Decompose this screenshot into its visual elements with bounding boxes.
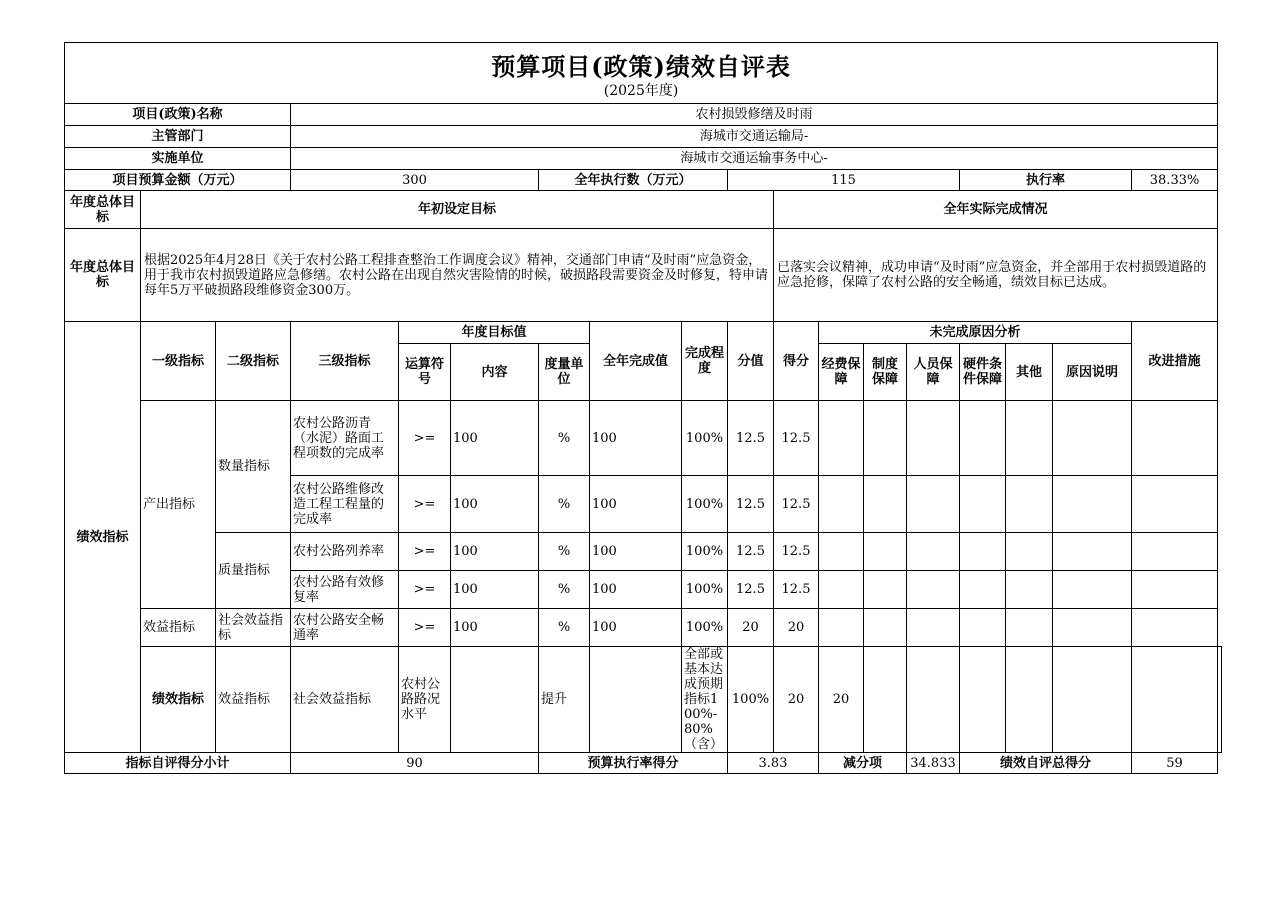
summary-row: [65, 753, 1222, 774]
empty-cell: [1053, 476, 1132, 533]
empty-cell: [1006, 609, 1053, 647]
indicator-unit: %: [539, 401, 590, 476]
indicator-actual: 100: [590, 571, 682, 609]
empty-cell: [960, 609, 1006, 647]
deduction-value: 34.833: [907, 753, 960, 774]
indicator-name: 农村公路安全畅通率: [291, 609, 399, 647]
indicator-actual: 100: [590, 533, 682, 571]
personnel-header: 人员保障: [907, 344, 960, 401]
indicator-score: 12.5: [774, 533, 819, 571]
level1-output: 产出指标: [141, 401, 216, 609]
indicator-completion: 100%: [682, 476, 728, 533]
empty-cell: [1132, 647, 1218, 753]
performance-evaluation-table: [64, 42, 1222, 774]
reason-header: 原因说明: [1053, 344, 1132, 401]
score-header: 得分: [774, 322, 819, 401]
level2-social: 社会效益指标: [216, 609, 291, 647]
empty-cell: [864, 533, 907, 571]
level3-header: 三级指标: [291, 322, 399, 401]
implementing-unit-value: 海城市交通运输事务中心-: [291, 148, 1218, 170]
indicator-unit: [590, 647, 682, 753]
table-row: [65, 533, 1222, 571]
indicator-score: 20: [774, 609, 819, 647]
indicator-operator: >=: [399, 533, 451, 571]
indicator-content: 100: [451, 571, 539, 609]
empty-cell: [1053, 401, 1132, 476]
indicator-score-value: 12.5: [728, 533, 774, 571]
department-label: 主管部门: [65, 126, 291, 148]
execution-rate-label: 执行率: [960, 170, 1132, 191]
indicator-actual: 100: [590, 609, 682, 647]
empty-cell: [907, 647, 960, 753]
annual-goal-label: 年度总体目标: [65, 229, 141, 322]
empty-cell: [907, 571, 960, 609]
empty-cell: [819, 401, 864, 476]
project-name-value: 农村损毁修缮及时雨: [291, 104, 1218, 126]
budget-amount-value: 300: [291, 170, 539, 191]
level2-header: 二级指标: [216, 322, 291, 401]
indicator-completion: 100%: [682, 401, 728, 476]
budget-amount-label: 项目预算金额（万元）: [65, 170, 291, 191]
actual-value-header: 全年完成值: [590, 322, 682, 401]
empty-cell: [960, 476, 1006, 533]
indicator-completion: 100%: [682, 533, 728, 571]
subtotal-value: 90: [291, 753, 539, 774]
indicator-actual: 全部或基本达成预期指标100%-80%（含）: [682, 647, 728, 753]
annual-execution-label: 全年执行数（万元）: [539, 170, 728, 191]
department-value: 海城市交通运输局-: [291, 126, 1218, 148]
level1-benefit-2: 效益指标: [216, 647, 291, 753]
funding-header: 经费保障: [819, 344, 864, 401]
indicator-completion: 100%: [682, 571, 728, 609]
indicator-content: 100: [451, 533, 539, 571]
indicator-content: 100: [451, 476, 539, 533]
budget-score-value: 3.83: [728, 753, 819, 774]
improvement-header: 改进措施: [1132, 322, 1218, 401]
empty-cell: [1132, 571, 1218, 609]
empty-cell: [960, 401, 1006, 476]
empty-cell: [1006, 647, 1053, 753]
title-cell: [65, 43, 1218, 104]
page-title: 预算项目(政策)绩效自评表: [491, 52, 791, 81]
system-header: 制度保障: [864, 344, 907, 401]
empty-cell: [1132, 401, 1218, 476]
empty-cell: [907, 533, 960, 571]
indicator-score: 20: [819, 647, 864, 753]
indicator-score: 12.5: [774, 401, 819, 476]
indicator-actual: 100: [590, 401, 682, 476]
score-value-header: 分值: [728, 322, 774, 401]
empty-cell: [907, 609, 960, 647]
unit-header: 度量单位: [539, 344, 590, 401]
level2-social-2: 社会效益指标: [291, 647, 399, 753]
empty-cell: [1053, 571, 1132, 609]
annual-target-header: 年度目标值: [399, 322, 590, 344]
indicator-content: 提升: [539, 647, 590, 753]
empty-cell: [1053, 647, 1132, 753]
budget-score-label: 预算执行率得分: [539, 753, 728, 774]
indicator-operator: [451, 647, 539, 753]
indicator-name: 农村公路列养率: [291, 533, 399, 571]
completion-header: 完成程度: [682, 322, 728, 401]
empty-cell: [1053, 533, 1132, 571]
set-goal-header: 年初设定目标: [141, 191, 774, 229]
indicator-score: 12.5: [774, 476, 819, 533]
empty-cell: [819, 571, 864, 609]
indicator-score-value: 20: [774, 647, 819, 753]
empty-cell: [960, 533, 1006, 571]
indicator-score-value: 12.5: [728, 571, 774, 609]
project-name-label: 项目(政策)名称: [65, 104, 291, 126]
indicator-name: 农村公路沥青（水泥）路面工程项数的完成率: [291, 401, 399, 476]
other-header: 其他: [1006, 344, 1053, 401]
execution-rate-value: 38.33%: [1132, 170, 1218, 191]
empty-cell: [819, 533, 864, 571]
indicator-unit: %: [539, 533, 590, 571]
empty-cell: [1006, 476, 1053, 533]
indicator-operator: >=: [399, 476, 451, 533]
level1-benefit: 效益指标: [141, 609, 216, 647]
empty-cell: [960, 647, 1006, 753]
indicator-actual: 100: [590, 476, 682, 533]
total-score-value: 59: [1132, 753, 1218, 774]
empty-cell: [1132, 533, 1218, 571]
empty-cell: [864, 647, 907, 753]
indicator-score-value: 20: [728, 609, 774, 647]
empty-cell: [907, 401, 960, 476]
content-header: 内容: [451, 344, 539, 401]
empty-cell: [819, 609, 864, 647]
indicator-content: 100: [451, 609, 539, 647]
table-row: [65, 401, 1222, 476]
empty-cell: [864, 609, 907, 647]
indicator-score-value: 12.5: [728, 401, 774, 476]
indicator-score-value: 12.5: [728, 476, 774, 533]
indicator-operator: >=: [399, 571, 451, 609]
annual-goal-header-label: 年度总体目标: [65, 191, 141, 229]
empty-cell: [864, 401, 907, 476]
empty-cell: [1053, 609, 1132, 647]
indicator-name: 农村公路路况水平: [399, 647, 451, 753]
deduction-label: 减分项: [819, 753, 907, 774]
empty-cell: [864, 476, 907, 533]
level2-quality: 质量指标: [216, 533, 291, 609]
indicator-content: 100: [451, 401, 539, 476]
empty-cell: [1006, 401, 1053, 476]
set-goal-text: 根据2025年4月28日《关于农村公路工程排查整治工作调度会议》精神，交通部门申请“及时雨”应急资金，用于我市农村损毁道路应急修缮。农村公路在出现自然灾害险情的时候，破损路段需要资金及时修复，特申请每年5万平破损路段维修资金300万。: [141, 229, 774, 322]
empty-cell: [1132, 476, 1218, 533]
unfinished-reason-header: 未完成原因分析: [819, 322, 1132, 344]
indicator-unit: %: [539, 571, 590, 609]
table-row: [65, 609, 1222, 647]
indicator-score: 12.5: [774, 571, 819, 609]
empty-cell: [819, 476, 864, 533]
total-score-label: 绩效自评总得分: [960, 753, 1132, 774]
annual-execution-value: 115: [728, 170, 960, 191]
indicator-name: 农村公路有效修复率: [291, 571, 399, 609]
indicator-unit: %: [539, 476, 590, 533]
implementing-unit-label: 实施单位: [65, 148, 291, 170]
operator-header: 运算符号: [399, 344, 451, 401]
actual-completion-header: 全年实际完成情况: [774, 191, 1218, 229]
indicator-completion: 100%: [682, 609, 728, 647]
level2-quantity: 数量指标: [216, 401, 291, 533]
empty-cell: [1132, 609, 1218, 647]
empty-cell: [1218, 647, 1222, 753]
empty-cell: [907, 476, 960, 533]
level1-header: 一级指标: [141, 322, 216, 401]
indicator-completion: 100%: [728, 647, 774, 753]
actual-completion-text: 已落实会议精神，成功申请“及时雨”应急资金，并全部用于农村损毁道路的应急抢修，保障了农村公路的安全畅通，绩效目标已达成。: [774, 229, 1218, 322]
indicator-name: 农村公路维修改造工程工程量的完成率: [291, 476, 399, 533]
table-row: [65, 647, 1222, 753]
subtotal-label: 指标自评得分小计: [65, 753, 291, 774]
indicator-section-label-2: 绩效指标: [141, 647, 216, 753]
empty-cell: [864, 571, 907, 609]
empty-cell: [1006, 571, 1053, 609]
empty-cell: [960, 571, 1006, 609]
fiscal-year: (2025年度): [603, 83, 679, 99]
empty-cell: [1006, 533, 1053, 571]
indicator-operator: >=: [399, 609, 451, 647]
indicator-unit: %: [539, 609, 590, 647]
hardware-header: 硬件条件保障: [960, 344, 1006, 401]
indicator-operator: >=: [399, 401, 451, 476]
indicator-section-label: 绩效指标: [65, 322, 141, 753]
